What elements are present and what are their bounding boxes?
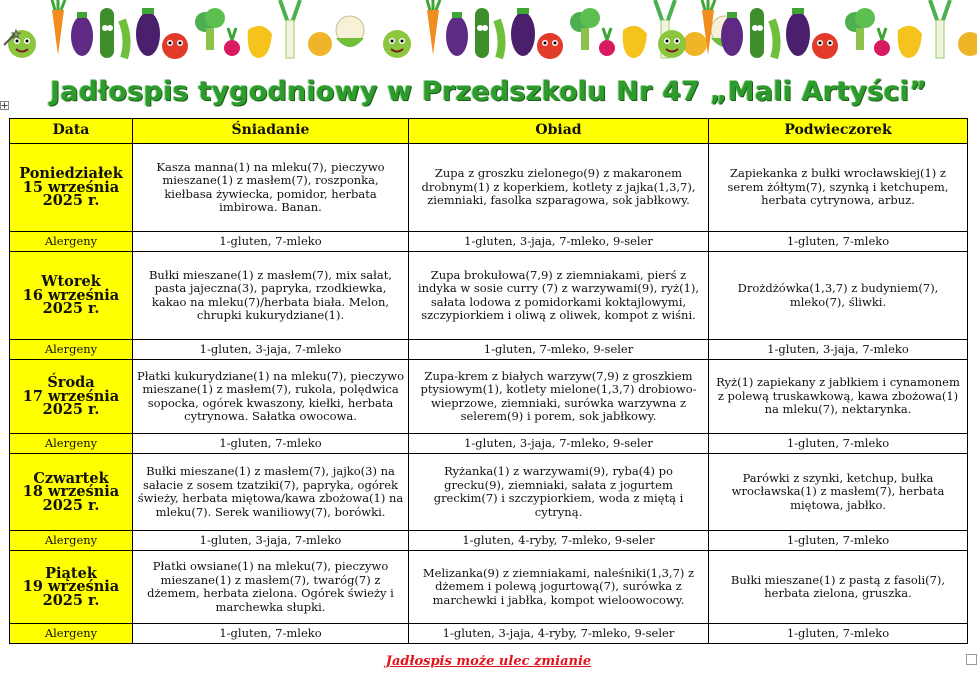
- breakfast-cell: Płatki kukurydziane(1) na mleku(7), pieczywo mieszane(1) z masłem(7), rukola, polędwica sopocka, ogórek kwaszony, kiełki, herbata cytrynowa. Sałatka owocowa.: [133, 360, 409, 434]
- lunch-cell: Ryżanka(1) z warzywami(9), ryba(4) po grecku(9), ziemniaki, sałata z jogurtem greckim(7) i szczypiorkiem, woda z miętą i cytryną.: [409, 454, 709, 531]
- allergen-label: Alergeny: [10, 434, 133, 454]
- allergen-snack: 1-gluten, 7-mleko: [709, 624, 968, 644]
- page-title: Jadłospis tygodniowy w Przedszkolu Nr 47 „Mali Artyści”: [49, 76, 928, 107]
- lunch-cell: Zupa z groszku zielonego(9) z makaronem drobnym(1) z koperkiem, kotlety z jajka(1,3,7), ziemniaki, fasolka szparagowa, sok jabłkowy.: [409, 144, 709, 232]
- footer-note: Jadłospis może ulec zmianie: [385, 654, 592, 669]
- lunch-cell: Zupa-krem z białych warzyw(7,9) z groszkiem ptysiowym(1), kotlety mielone(1,3,7) drobiowo-wieprzowe, ziemniaki, surówka warzywna z selerem(9) i porem, sok jabłkowy.: [409, 360, 709, 434]
- allergen-lunch: 1-gluten, 7-mleko, 9-seler: [409, 340, 709, 360]
- day-cell: [10, 252, 133, 340]
- magic-wand-icon[interactable]: [1, 28, 21, 48]
- breakfast-cell: Kasza manna(1) na mleku(7), pieczywo mieszane(1) z masłem(7), roszponka, kiełbasa żywiecka, pomidor, herbata imbirowa. Banan.: [133, 144, 409, 232]
- snack-cell: Ryż(1) zapiekany z jabłkiem i cynamonem z polewą truskawkową, kawa zbożowa(1) na mleku(7), nektarynka.: [709, 360, 968, 434]
- resize-handle[interactable]: [966, 654, 977, 665]
- header-row: [10, 119, 968, 144]
- vegetable-banner-icon: [0, 0, 977, 62]
- menu-row-tuesday: [10, 252, 968, 340]
- breakfast-cell: Bułki mieszane(1) z masłem(7), mix sałat, pasta jajeczna(3), papryka, rzodkiewka, kakao na mleku(7)/herbata biała. Melon, chrupki kukurydziane(1).: [133, 252, 409, 340]
- header-data: Data: [10, 119, 133, 144]
- day-name: Czwartek: [33, 469, 109, 487]
- day-cell: [10, 454, 133, 531]
- menu-row-monday: [10, 144, 968, 232]
- day-cell: [10, 551, 133, 624]
- allergen-breakfast: 1-gluten, 7-mleko: [133, 434, 409, 454]
- day-cell: [10, 360, 133, 434]
- day-year: 2025 r.: [42, 192, 100, 210]
- menu-row-wednesday: [10, 360, 968, 434]
- header-snack: Podwieczorek: [709, 119, 968, 144]
- allergen-row: [10, 624, 968, 644]
- header-breakfast: Śniadanie: [133, 119, 409, 144]
- lunch-cell: Zupa brokułowa(7,9) z ziemniakami, pierś z indyka w sosie curry (7) z warzywami(9), ryż(1), sałata lodowa z pomidorkami koktajlowymi, szczypiorkiem i oliwą z oliwek, kompot z wiśni.: [409, 252, 709, 340]
- day-date: 15 września: [22, 178, 120, 196]
- header-lunch: Obiad: [409, 119, 709, 144]
- day-year: 2025 r.: [42, 496, 100, 514]
- allergen-lunch: 1-gluten, 3-jaja, 7-mleko, 9-seler: [409, 434, 709, 454]
- day-cell: [10, 144, 133, 232]
- allergen-lunch: 1-gluten, 3-jaja, 7-mleko, 9-seler: [409, 232, 709, 252]
- allergen-breakfast: 1-gluten, 7-mleko: [133, 232, 409, 252]
- allergen-snack: 1-gluten, 3-jaja, 7-mleko: [709, 340, 968, 360]
- snack-cell: Parówki z szynki, ketchup, bułka wrocławska(1) z masłem(7), herbata miętowa, jabłko.: [709, 454, 968, 531]
- breakfast-cell: Bułki mieszane(1) z masłem(7), jajko(3) na sałacie z sosem tzatziki(7), papryka, ogórek świeży, herbata miętowa/kawa zbożowa(1) na mleku(7). Serek waniliowy(7), borówki.: [133, 454, 409, 531]
- allergen-label: Alergeny: [10, 340, 133, 360]
- day-year: 2025 r.: [42, 401, 100, 419]
- menu-table: [9, 118, 968, 644]
- day-date: 18 września: [22, 483, 120, 501]
- snack-cell: Bułki mieszane(1) z pastą z fasoli(7), herbata zielona, gruszka.: [709, 551, 968, 624]
- allergen-row: [10, 434, 968, 454]
- allergen-lunch: 1-gluten, 4-ryby, 7-mleko, 9-seler: [409, 531, 709, 551]
- day-date: 19 września: [22, 578, 120, 596]
- day-name: Poniedziałek: [19, 165, 123, 183]
- lunch-cell: Melizanka(9) z ziemniakami, naleśniki(1,3,7) z dżemem i polewą jogurtową(7), surówka z marchewki i jabłka, kompot wieloowocowy.: [409, 551, 709, 624]
- menu-row-thursday: [10, 454, 968, 531]
- day-date: 16 września: [22, 286, 120, 304]
- day-date: 17 września: [22, 387, 120, 405]
- breakfast-cell: Płatki owsiane(1) na mleku(7), pieczywo mieszane(1) z masłem(7), twaróg(7) z dżemem, herbata zielona. Ogórek świeży i marchewka słupki.: [133, 551, 409, 624]
- allergen-breakfast: 1-gluten, 3-jaja, 7-mleko: [133, 531, 409, 551]
- allergen-row: [10, 232, 968, 252]
- day-name: Środa: [47, 374, 95, 392]
- snack-cell: Drożdżówka(1,3,7) z budyniem(7), mleko(7), śliwki.: [709, 252, 968, 340]
- allergen-label: Alergeny: [10, 531, 133, 551]
- allergen-label: Alergeny: [10, 624, 133, 644]
- allergen-row: [10, 531, 968, 551]
- allergen-snack: 1-gluten, 7-mleko: [709, 434, 968, 454]
- allergen-snack: 1-gluten, 7-mleko: [709, 232, 968, 252]
- allergen-breakfast: 1-gluten, 3-jaja, 7-mleko: [133, 340, 409, 360]
- allergen-label: Alergeny: [10, 232, 133, 252]
- allergen-lunch: 1-gluten, 3-jaja, 4-ryby, 7-mleko, 9-seler: [409, 624, 709, 644]
- snack-cell: Zapiekanka z bułki wrocławskiej(1) z serem żółtym(7), szynką i ketchupem, herbata cytrynowa, arbuz.: [709, 144, 968, 232]
- menu-row-friday: [10, 551, 968, 624]
- day-year: 2025 r.: [42, 300, 100, 318]
- allergen-snack: 1-gluten, 7-mleko: [709, 531, 968, 551]
- day-name: Piątek: [45, 564, 97, 582]
- day-year: 2025 r.: [42, 591, 100, 609]
- allergen-breakfast: 1-gluten, 7-mleko: [133, 624, 409, 644]
- allergen-row: [10, 340, 968, 360]
- day-name: Wtorek: [41, 273, 101, 291]
